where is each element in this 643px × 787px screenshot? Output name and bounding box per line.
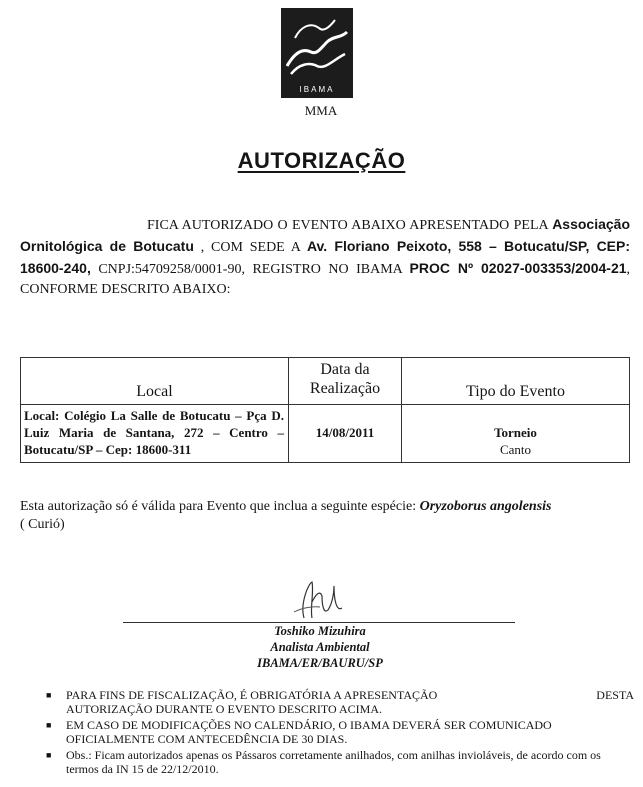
list-item <box>46 718 634 746</box>
list-item <box>46 748 634 776</box>
ministry-label: MMA <box>304 103 338 118</box>
bullet-icon: ■ <box>46 750 52 760</box>
species-common-name: ( Curió) <box>20 517 65 532</box>
intro-text: FICA AUTORIZADO O EVENTO ABAIXO APRESENTADO PELA <box>147 218 548 233</box>
validity-statement <box>20 498 632 534</box>
species-name: Oryzoborus angolensis <box>419 499 552 514</box>
event-date: 14/08/2011 <box>289 405 402 463</box>
event-table <box>20 357 630 463</box>
signer-role: Analista Ambiental <box>270 640 370 654</box>
ibama-logo-graphic <box>281 8 353 80</box>
header-local: Local <box>21 358 289 405</box>
ibama-logo <box>281 8 353 98</box>
note-1-continuation: AUTORIZAÇÃO DURANTE O EVENTO DESCRITO ACIMA. <box>66 702 383 716</box>
header-type: Tipo do Evento <box>402 358 630 405</box>
table-row <box>21 405 630 463</box>
event-local: Local: Colégio La Salle de Botucatu – Pça D. Luiz Maria de Santana, 272 – Centro – Botucatu/SP – Cep: 18600-311 <box>21 405 289 463</box>
association-name: Associação Ornitológica de Botucatu <box>20 216 631 254</box>
note-1-end: DESTA <box>596 688 634 702</box>
signer-block <box>140 623 500 671</box>
event-type-cell <box>402 405 630 463</box>
seat-text: , COM SEDE A <box>200 240 301 255</box>
cnpj-text: CNPJ:54709258/0001-90, <box>98 262 245 277</box>
signer-name: Toshiko Mizuhira <box>274 624 366 638</box>
validity-text: Esta autorização só é válida para Evento que inclua a seguinte espécie: <box>20 499 417 514</box>
table-header-row <box>21 358 630 405</box>
logo-label: IBAMA <box>299 85 335 94</box>
signer-unit: IBAMA/ER/BAURU/SP <box>257 656 383 670</box>
authorization-paragraph <box>20 214 630 300</box>
notes-list <box>46 688 634 778</box>
note-2-text: EM CASO DE MODIFICAÇÕES NO CALENDÁRIO, O IBAMA DEVERÁ SER COMUNICADO OFICIALMENTE COM ANTECEDÊNCIA DE 30 DIAS. <box>66 718 552 746</box>
process-number: PROC Nº 02027-003353/2004-21 <box>409 260 627 276</box>
handwritten-signature <box>282 574 362 624</box>
list-item <box>46 688 634 716</box>
bullet-icon: ■ <box>46 690 52 700</box>
event-type: Torneio <box>494 425 537 440</box>
header-date: Data da Realização <box>289 358 402 405</box>
document-title: AUTORIZAÇÃO <box>237 148 406 173</box>
note-3-text: Obs.: Ficam autorizados apenas os Pássaros corretamente anilhados, com anilhas invioláveis, de acordo com os termos da IN 15 de 22/12/2010. <box>66 748 601 776</box>
event-subtype: Canto <box>499 442 532 457</box>
bullet-icon: ■ <box>46 720 52 730</box>
note-1-text: PARA FINS DE FISCALIZAÇÃO, É OBRIGATÓRIA A APRESENTAÇÃO <box>66 688 438 702</box>
association-address: Av. Floriano Peixoto, 558 – Botucatu/SP, CEP: 18600-240, <box>20 238 631 276</box>
registry-text: REGISTRO NO IBAMA <box>252 262 403 277</box>
closing-text: , CONFORME DESCRITO ABAIXO: <box>20 262 631 297</box>
